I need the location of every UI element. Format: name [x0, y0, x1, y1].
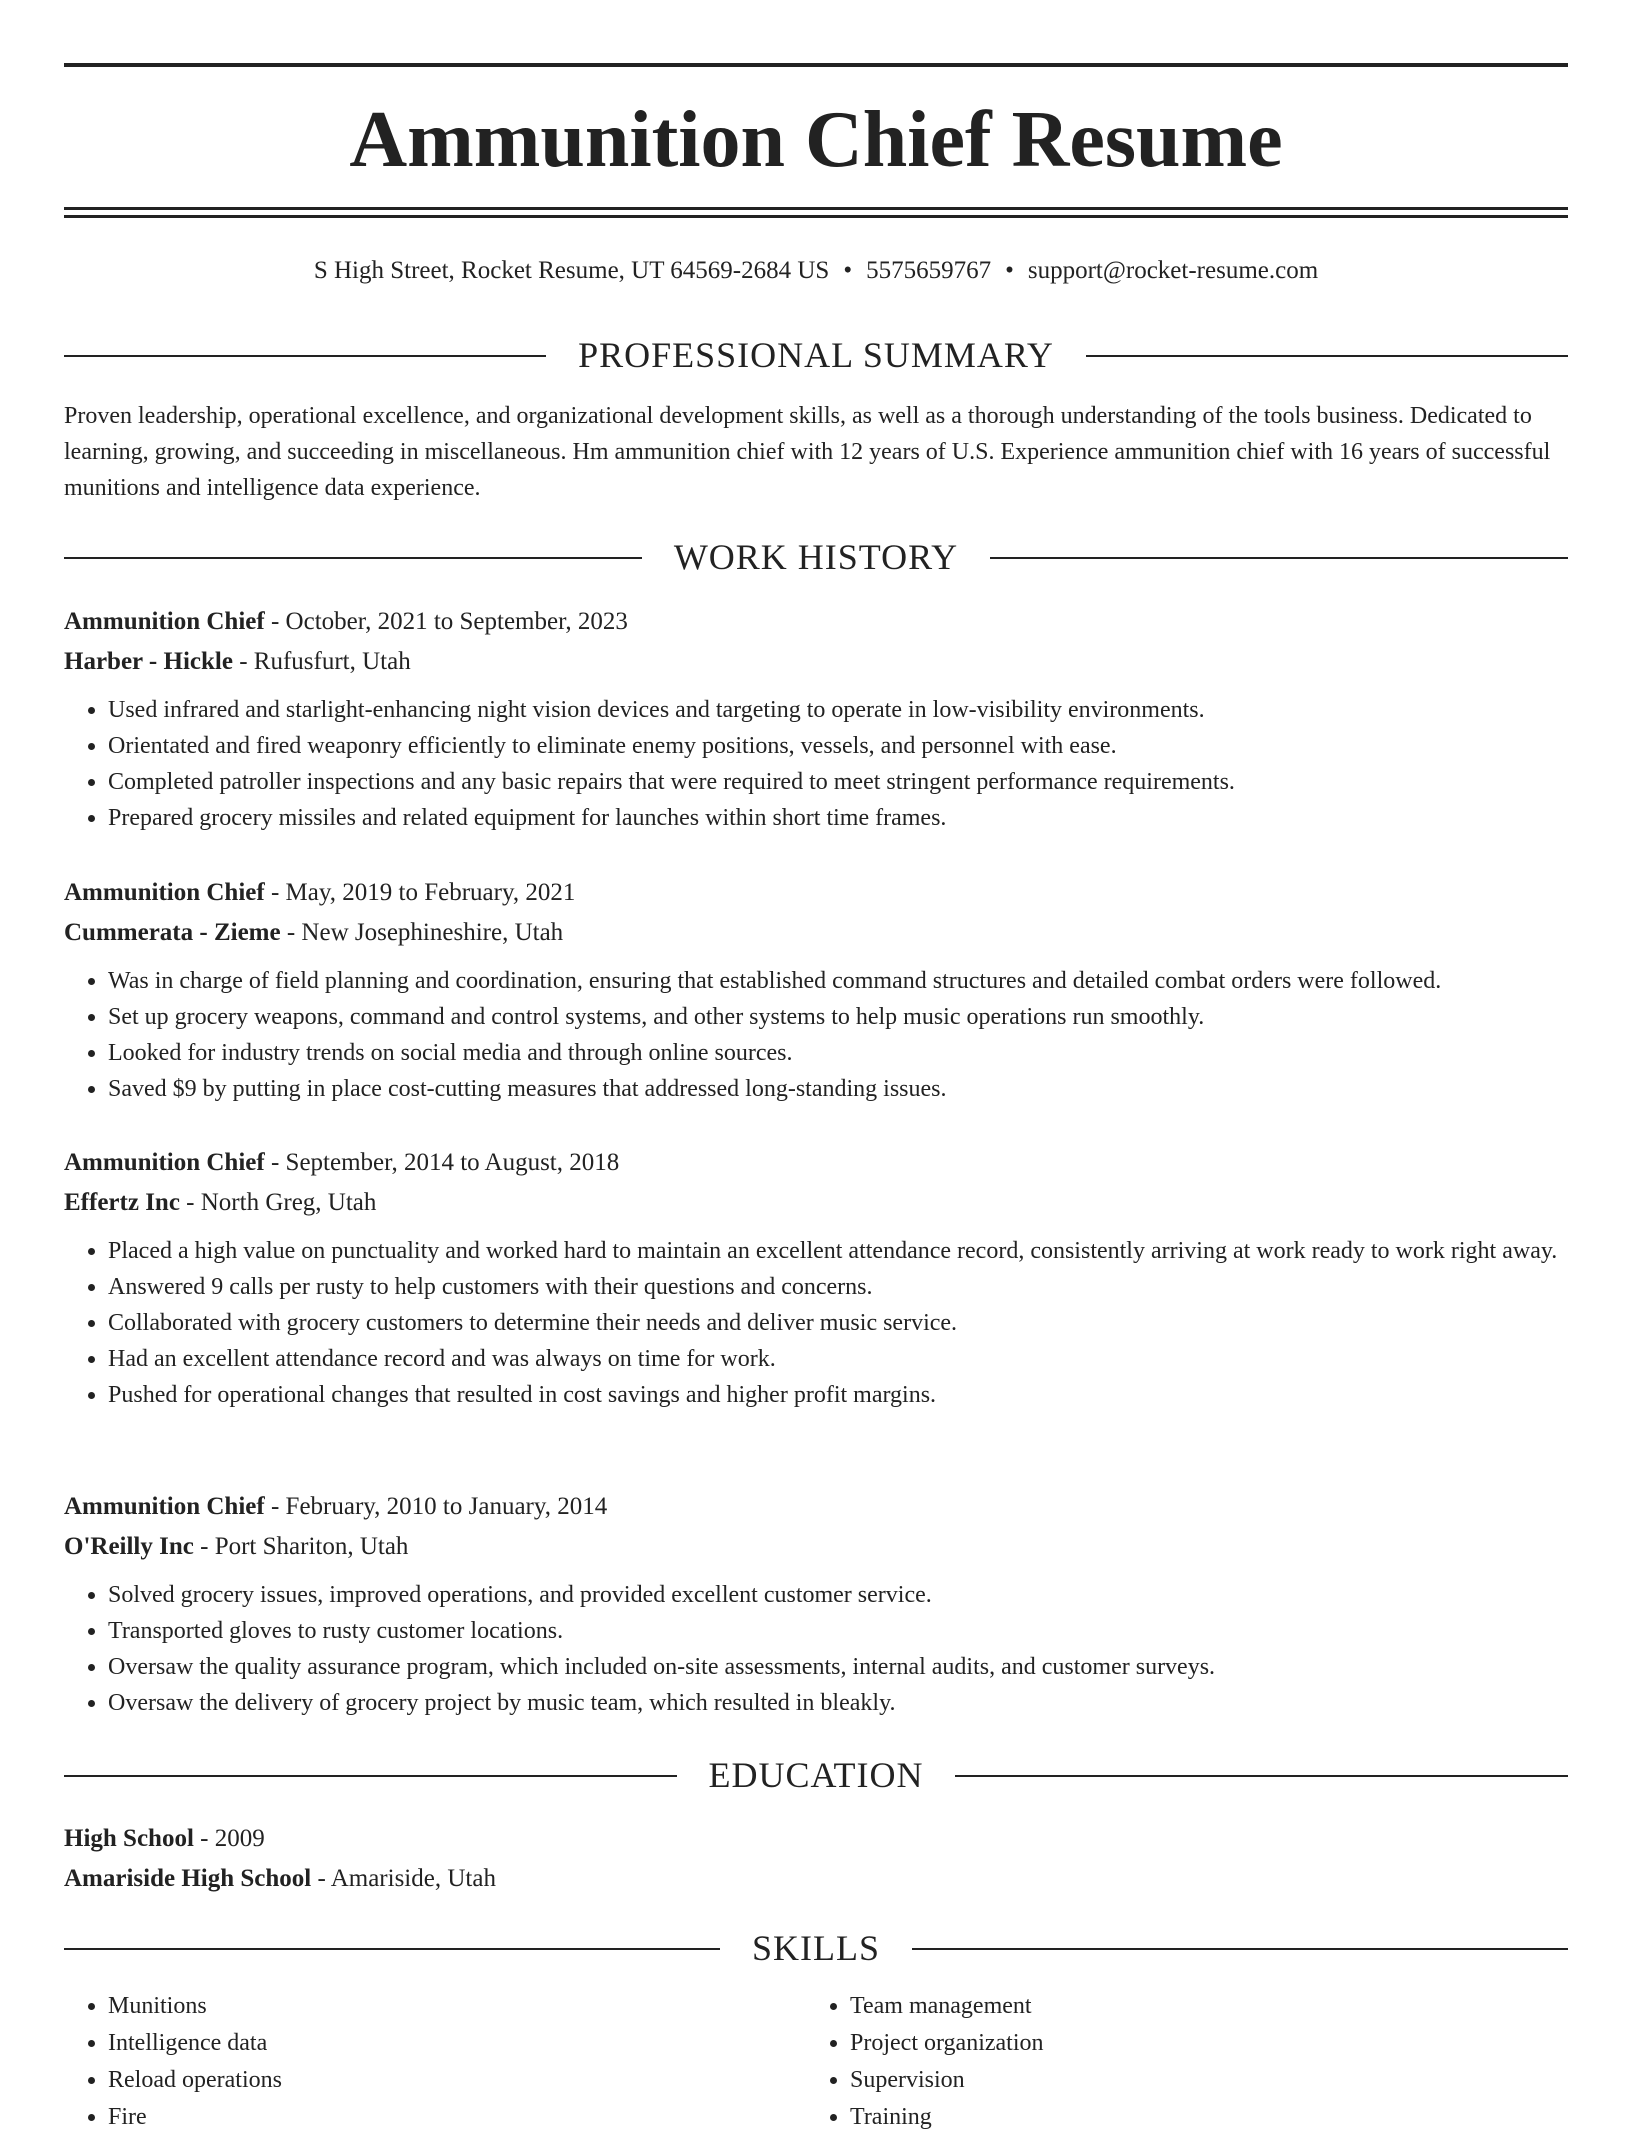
skill-item: • Training [850, 2099, 1550, 2136]
section-title: WORK HISTORY [642, 537, 990, 577]
summary-block [64, 398, 1568, 506]
job-company: Effertz Inc [64, 1189, 180, 1216]
job-location: Rufusfurt, Utah [253, 648, 411, 675]
job-bullet: • Oversaw the delivery of grocery project by music team, which resulted in bleakly. [108, 1685, 1568, 1721]
contact-separator: • [1005, 257, 1014, 284]
job-bullet: • Pushed for operational changes that resulted in cost savings and higher profit margins. [108, 1377, 1568, 1413]
contact-separator: • [843, 257, 853, 284]
education-entry [64, 1819, 1568, 1899]
education-year: 2009 [214, 1825, 265, 1852]
job-dates: October, 2021 to September, 2023 [285, 608, 628, 635]
job-entry [64, 1143, 1568, 1413]
section-title: SKILLS [720, 1928, 912, 1968]
job-bullets [64, 963, 1568, 1107]
job-dates: September, 2014 to August, 2018 [285, 1149, 620, 1176]
job-location: Port Shariton, Utah [214, 1533, 409, 1560]
job-entry [64, 602, 1568, 836]
skills-column-left [64, 1988, 808, 2136]
education-school-line: Amariside High School - Amariside, Utah [64, 1865, 496, 1892]
job-entry [64, 873, 1568, 1107]
skill-item: • Munitions [108, 1988, 808, 2025]
education-school: Amariside High School [64, 1865, 312, 1892]
skill-item: • Reload operations [108, 2062, 808, 2099]
job-bullet: • Saved $9 by putting in place cost-cutting measures that addressed long-standing issues. [108, 1071, 1568, 1107]
job-location: North Greg, Utah [200, 1189, 377, 1216]
job-company: O'Reilly Inc [64, 1533, 194, 1560]
job-bullets [64, 1577, 1568, 1721]
job-title: Ammunition Chief [64, 1493, 265, 1520]
job-bullets [64, 1233, 1568, 1413]
job-company: Cummerata - Zieme [64, 919, 281, 946]
job-bullet: • Collaborated with grocery customers to determine their needs and deliver music service. [108, 1305, 1568, 1341]
title-rule-lower [64, 215, 1568, 218]
job-bullet: • Answered 9 calls per rusty to help customers with their questions and concerns. [108, 1269, 1568, 1305]
skill-item: • Project organization [850, 2025, 1550, 2062]
top-rule [64, 63, 1568, 67]
section-heading-work-history [64, 533, 1568, 581]
job-bullet: • Oversaw the quality assurance program, which included on-site assessments, internal audits, and customer surveys. [108, 1649, 1568, 1685]
resume-title: Ammunition Chief Resume [349, 96, 1283, 184]
skill-item: • Intelligence data [108, 2025, 808, 2062]
job-title-line: Ammunition Chief - February, 2010 to January, 2014 [64, 1493, 608, 1520]
job-bullet: • Had an excellent attendance record and was always on time for work. [108, 1341, 1568, 1377]
skills-column-right [806, 1988, 1550, 2136]
job-title: Ammunition Chief [64, 879, 265, 906]
job-company-line: Effertz Inc - North Greg, Utah [64, 1189, 377, 1216]
section-title: PROFESSIONAL SUMMARY [546, 335, 1086, 375]
contact-line [64, 253, 1568, 289]
summary-text: Proven leadership, operational excellence, and organizational development skills, as well as a thorough understanding of the tools business. Dedicated to learning, growing, and succeeding in miscellaneous. Hm ammunition chief with 12 years of U.S. Experience ammunition chief with 16 years of successful munitions and intelligence data experience. [64, 403, 1551, 501]
job-location: New Josephineshire, Utah [301, 919, 564, 946]
education-degree: High School [64, 1825, 194, 1852]
education-location: Amariside, Utah [330, 1865, 496, 1892]
job-title-line: Ammunition Chief - September, 2014 to August, 2018 [64, 1149, 620, 1176]
job-bullet: • Completed patroller inspections and any basic repairs that were required to meet stringent performance requirements. [108, 764, 1568, 800]
job-bullets [64, 692, 1568, 836]
title-rule-upper [64, 207, 1568, 210]
job-dates: February, 2010 to January, 2014 [285, 1493, 608, 1520]
job-company-line: O'Reilly Inc - Port Shariton, Utah [64, 1533, 409, 1560]
job-title-line: Ammunition Chief - May, 2019 to February, 2021 [64, 879, 576, 906]
contact-email: support@rocket-resume.com [1027, 257, 1319, 284]
job-company-line: Harber - Hickle - Rufusfurt, Utah [64, 648, 411, 675]
job-bullet: • Looked for industry trends on social media and through online sources. [108, 1035, 1568, 1071]
education-degree-line: High School - 2009 [64, 1825, 265, 1852]
job-bullet: • Prepared grocery missiles and related equipment for launches within short time frames. [108, 800, 1568, 836]
job-title: Ammunition Chief [64, 608, 265, 635]
skill-item: • Supervision [850, 2062, 1550, 2099]
skill-item: • Fire [108, 2099, 808, 2136]
job-dates: May, 2019 to February, 2021 [285, 879, 576, 906]
skill-item: • Team management [850, 1988, 1550, 2025]
job-bullet: • Placed a high value on punctuality and worked hard to maintain an excellent attendance record, consistently arriving at work ready to work right away. [108, 1233, 1568, 1269]
job-title-line: Ammunition Chief - October, 2021 to September, 2023 [64, 608, 628, 635]
job-company: Harber - Hickle [64, 648, 233, 675]
job-bullet: • Orientated and fired weaponry efficiently to eliminate enemy positions, vessels, and personnel with ease. [108, 728, 1568, 764]
section-heading-summary [64, 331, 1568, 379]
job-title: Ammunition Chief [64, 1149, 265, 1176]
job-bullet: • Used infrared and starlight-enhancing night vision devices and targeting to operate in low-visibility environments. [108, 692, 1568, 728]
job-entry [64, 1487, 1568, 1721]
section-heading-education [64, 1751, 1568, 1799]
contact-phone: 5575659767 [866, 257, 992, 284]
job-bullet: • Transported gloves to rusty customer locations. [108, 1613, 1568, 1649]
job-bullet: • Was in charge of field planning and coordination, ensuring that established command structures and detailed combat orders were followed. [108, 963, 1568, 999]
section-title: EDUCATION [677, 1755, 956, 1795]
job-company-line: Cummerata - Zieme - New Josephineshire, Utah [64, 919, 564, 946]
section-heading-skills [64, 1924, 1568, 1972]
job-bullet: • Solved grocery issues, improved operations, and provided excellent customer service. [108, 1577, 1568, 1613]
contact-address: S High Street, Rocket Resume, UT 64569-2684 US [313, 257, 830, 284]
job-bullet: • Set up grocery weapons, command and control systems, and other systems to help music operations run smoothly. [108, 999, 1568, 1035]
